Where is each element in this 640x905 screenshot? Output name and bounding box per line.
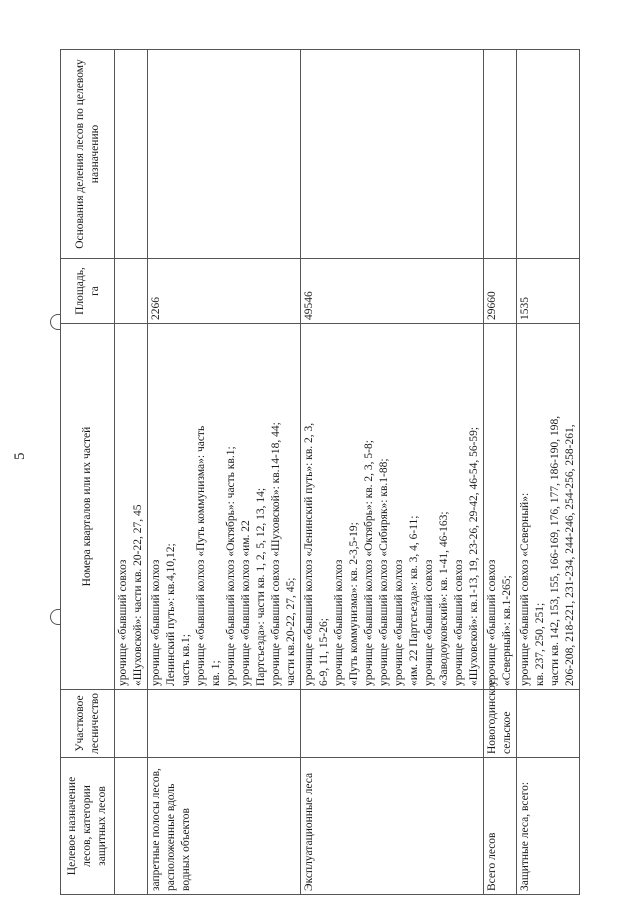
quarters-line: урочище «бывший совхоз	[117, 559, 129, 686]
quarters-line: кв. 1;	[210, 660, 222, 686]
cell-quarters	[115, 324, 148, 690]
cell-basis	[148, 50, 301, 259]
quarters-line: части кв. 142, 153, 155, 166-169, 176, 177, 186-190, 198,	[549, 415, 561, 686]
quarters-line: урочище «бывший колхоз «Октябрь»: часть кв.1;	[225, 446, 237, 686]
cell-area: 29660	[484, 259, 517, 324]
cell-quarters	[484, 324, 517, 690]
quarters-line: Ленинский путь»: кв.4,10,12;	[165, 543, 177, 686]
quarters-line: урочище «бывший колхоз	[150, 559, 162, 686]
cell-quarters	[517, 324, 580, 690]
header-purpose: Целевое назначение лесов, категории защитных лесов	[61, 758, 115, 895]
quarters-line: «им. 22 Партсъезда»: кв. 3, 4, 6-11;	[408, 515, 420, 686]
cell-basis	[517, 50, 580, 259]
quarters-line: 206-208, 218-221, 231-234, 244-246, 254-256, 258-261,	[564, 424, 576, 686]
header-quarters: Номера кварталов или их частей	[61, 324, 115, 690]
quarters-line: «Северный»: кв.1-265;	[501, 575, 513, 686]
table-row	[517, 50, 580, 895]
table-row	[115, 50, 148, 895]
quarters-line: Партсъезда»: части кв. 1, 2, 5, 12, 13, 14;	[255, 487, 267, 686]
quarters-line: урочище «бывший колхоз	[333, 559, 345, 686]
quarters-line: «Путь коммунизма»: кв. 2-3,5-19;	[348, 522, 360, 686]
cell-forestry: Новогодинское сельское	[484, 690, 517, 758]
cell-forestry	[148, 690, 301, 758]
header-basis: Основания деления лесов по целевому назначению	[61, 50, 115, 259]
cell-forestry	[517, 690, 580, 758]
quarters-line: часть кв.1;	[180, 634, 192, 686]
quarters-line: урочище «бывший колхоз «Путь коммунизма»: часть	[195, 425, 207, 686]
header-forestry: Участковое лесничество	[61, 690, 115, 758]
quarters-line: урочище «бывший совхоз «Шуховской»: кв.14-18, 44;	[270, 422, 282, 686]
table-row	[301, 50, 484, 895]
table-row	[484, 50, 517, 895]
header-area: Площадь, га	[61, 259, 115, 324]
quarters-line: урочище «бывший колхоз «Ленинский путь»: кв. 2, 3,	[303, 422, 315, 686]
cell-quarters	[148, 324, 301, 690]
cell-purpose: Всего лесов	[484, 758, 517, 895]
quarters-line: урочище «бывший колхоз «Октябрь»: кв. 2, 3, 5-8;	[363, 440, 375, 686]
cell-area: 49546	[301, 259, 484, 324]
quarters-line: части кв.20-22, 27, 45;	[285, 577, 297, 686]
page-number: 5	[12, 452, 28, 460]
cell-basis	[484, 50, 517, 259]
cell-purpose: запретные полосы лесов, расположенные вдоль водных объектов	[148, 758, 301, 895]
cell-area: 1535	[517, 259, 580, 324]
cell-forestry	[115, 690, 148, 758]
quarters-line: урочище «бывший совхоз	[423, 559, 435, 686]
forest-purpose-table	[60, 49, 580, 895]
quarters-line: «Заводоуковский»: кв. 1-41, 46-163;	[438, 511, 450, 686]
quarters-line: урочище «бывший совхоз	[486, 559, 498, 686]
quarters-line: урочище «бывший совхоз «Северный»:	[519, 492, 531, 686]
page-bottom-cutoff	[605, 0, 640, 905]
quarters-line: урочище «бывший колхоз	[393, 559, 405, 686]
cell-basis	[115, 50, 148, 259]
quarters-line: урочище «бывший совхоз	[453, 559, 465, 686]
quarters-line: кв. 237, 250, 251;	[534, 602, 546, 686]
cell-area: 2266	[148, 259, 301, 324]
table-header-row	[61, 50, 115, 895]
quarters-line: урочище «бывший колхоз «Сибиряк»: кв.1-88;	[378, 458, 390, 686]
cell-area	[115, 259, 148, 324]
quarters-line: 6-9, 11, 15-26;	[318, 618, 330, 686]
table-row	[148, 50, 301, 895]
quarters-line: «Шуховской»: кв.1-13, 19, 23-26, 29-42, 46-54, 56-59;	[468, 426, 480, 686]
quarters-line: урочище «бывший колхоз «им. 22	[240, 520, 252, 686]
quarters-line: «Шуховской»: части кв. 20-22, 27, 45	[132, 504, 144, 686]
cell-forestry	[301, 690, 484, 758]
cell-purpose: Эксплуатационные леса	[301, 758, 484, 895]
cell-purpose: Защитные леса, всего:	[517, 758, 580, 895]
table-body	[115, 50, 580, 895]
cell-basis	[301, 50, 484, 259]
cell-quarters	[301, 324, 484, 690]
cell-purpose	[115, 758, 148, 895]
